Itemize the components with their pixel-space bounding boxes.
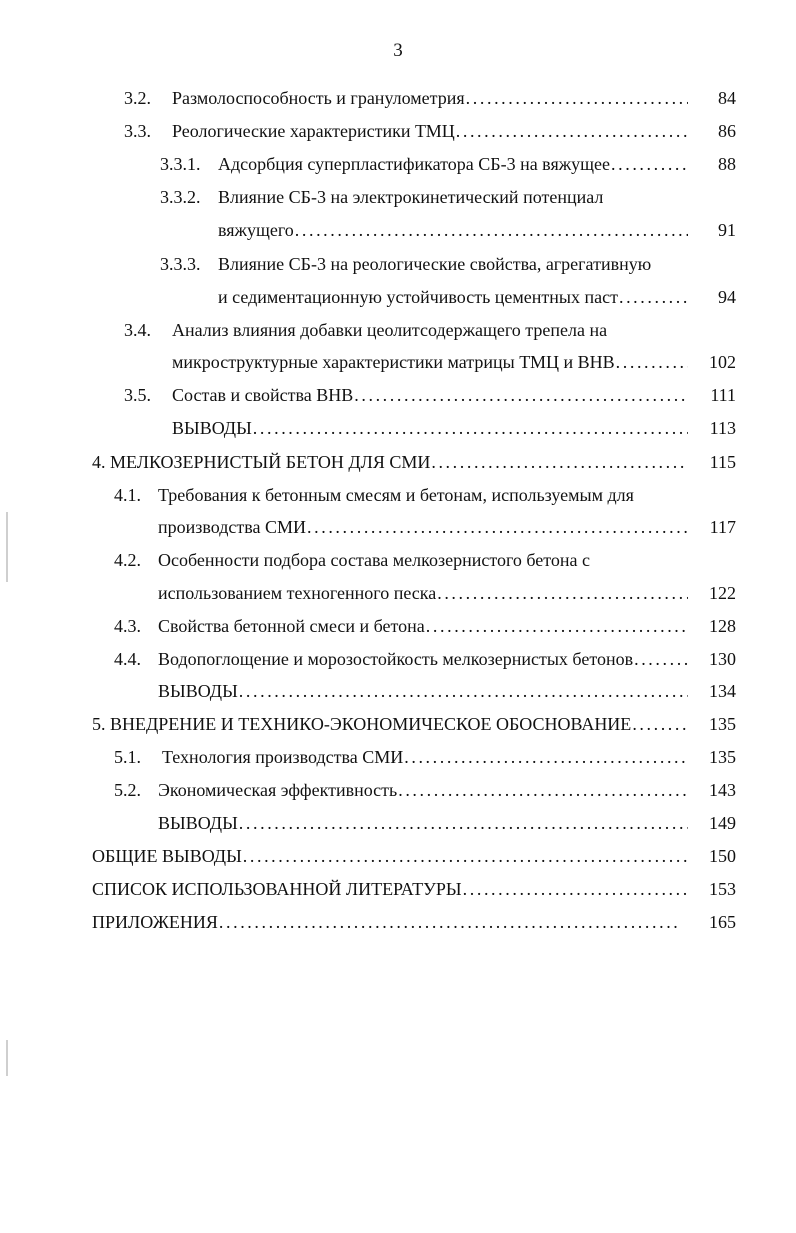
toc-entry-page: 113: [709, 418, 736, 438]
toc-entry-title: микроструктурные характеристики матрицы ТМЦ и ВНВ: [172, 352, 615, 372]
toc-entry-title: использованием техногенного песка: [158, 583, 437, 603]
toc-entry-number: 3.3.: [124, 121, 151, 141]
toc-entry-number: 3.3.1.: [160, 154, 201, 174]
toc-entry-title: Размолоспособность и гранулометрия: [172, 88, 465, 108]
scan-artifact: [6, 512, 8, 582]
leader-dots: [463, 877, 688, 901]
toc-entry-number: 4.4.: [114, 649, 141, 669]
toc-entry-page: 94: [718, 287, 736, 307]
page-number: 3: [393, 40, 403, 61]
toc-entry-page: 165: [709, 912, 736, 932]
toc-entry-number: 4.2.: [114, 550, 141, 570]
toc-entry-title: Адсорбция суперпластификатора СБ-3 на вяжущее: [218, 154, 611, 174]
toc-entry-number: 4.1.: [114, 485, 141, 505]
toc-entry-page: 91: [718, 220, 736, 240]
leader-dots: [437, 581, 688, 605]
leader-dots: [456, 119, 688, 143]
toc-entry-number: 3.3.2.: [160, 187, 201, 207]
leader-dots: [239, 679, 688, 703]
toc-entry-page: 84: [718, 88, 736, 108]
toc-entry-title: и седиментационную устойчивость цементных паст: [218, 287, 618, 307]
toc-entry-title: производства СМИ: [158, 517, 307, 537]
leader-dots: [253, 416, 688, 440]
toc-entry-page: 122: [709, 583, 736, 603]
toc-entry-title: Технология производства СМИ: [162, 747, 404, 767]
toc-entry-page: 134: [709, 681, 736, 701]
toc-entry-title: Влияние СБ-3 на реологические свойства, агрегативную: [218, 254, 652, 274]
toc-entry-title: Особенности подбора состава мелкозернистого бетона с: [158, 550, 591, 570]
toc-entry-number: 5.2.: [114, 780, 141, 800]
toc-entry-number: 3.2.: [124, 88, 151, 108]
toc-entry-title: ОБЩИЕ ВЫВОДЫ: [92, 846, 242, 866]
scan-artifact: [6, 1040, 8, 1076]
toc-entry-title: Реологические характеристики ТМЦ: [172, 121, 455, 141]
toc-entry-title: Анализ влияния добавки цеолитсодержащего трепела на: [172, 320, 608, 340]
toc-entry-page: 135: [709, 747, 736, 767]
leader-dots: [239, 811, 688, 835]
toc-entry-page: 135: [709, 714, 736, 734]
leader-dots: [398, 778, 688, 802]
toc-entry-number: 3.4.: [124, 320, 151, 340]
toc-entry-page: 153: [709, 879, 736, 899]
toc-entry-number: 4.3.: [114, 616, 141, 636]
leader-dots: [426, 614, 688, 638]
toc-entry-number: 5.1.: [114, 747, 141, 767]
toc-entry-title: 5. ВНЕДРЕНИЕ И ТЕХНИКО-ЭКОНОМИЧЕСКОЕ ОБОСНОВАНИЕ: [92, 714, 632, 734]
toc-entry-page: 117: [709, 517, 736, 537]
toc-entry-number: 3.5.: [124, 385, 151, 405]
toc-entry-title: СПИСОК ИСПОЛЬЗОВАННОЙ ЛИТЕРАТУРЫ: [92, 879, 462, 899]
toc-entry-title: Свойства бетонной смеси и бетона: [158, 616, 425, 636]
toc-entry-title: Состав и свойства ВНВ: [172, 385, 354, 405]
leader-dots: [466, 86, 688, 110]
toc-entry-page: 143: [709, 780, 736, 800]
toc-entry-page: 102: [709, 352, 736, 372]
toc-entry-title: ПРИЛОЖЕНИЯ: [92, 912, 218, 932]
toc-entry-title: ВЫВОДЫ: [158, 813, 238, 833]
toc-entry-title: 4. МЕЛКОЗЕРНИСТЫЙ БЕТОН ДЛЯ СМИ: [92, 452, 431, 472]
leader-dots: [404, 745, 688, 769]
toc-entry-title: вяжущего: [218, 220, 294, 240]
toc-entry-title: Водопоглощение и морозостойкость мелкозернистых бетонов: [158, 649, 634, 669]
toc-entry-page: 128: [709, 616, 736, 636]
toc-entry-title: Влияние СБ-3 на электрокинетический потенциал: [218, 187, 604, 207]
toc-entry-page: 130: [709, 649, 736, 669]
toc-entry-page: 88: [718, 154, 736, 174]
toc-entry-page: 115: [709, 452, 736, 472]
leader-dots: [219, 910, 680, 934]
toc-entry-title: Требования к бетонным смесям и бетонам, используемым для: [158, 485, 634, 505]
toc-entry-page: 149: [709, 813, 736, 833]
toc-entry-page: 150: [709, 846, 736, 866]
toc-entry-title: ВЫВОДЫ: [172, 418, 252, 438]
leader-dots: [431, 450, 688, 474]
leader-dots: [295, 218, 688, 242]
leader-dots: [354, 383, 688, 407]
toc-entry-title: Экономическая эффективность: [158, 780, 398, 800]
leader-dots: [307, 515, 688, 539]
toc-entry-page: 86: [718, 121, 736, 141]
toc-entry-number: 3.3.3.: [160, 254, 201, 274]
leader-dots: [243, 844, 688, 868]
toc-entry-page: 111: [710, 385, 736, 405]
toc-entry-title: ВЫВОДЫ: [158, 681, 238, 701]
